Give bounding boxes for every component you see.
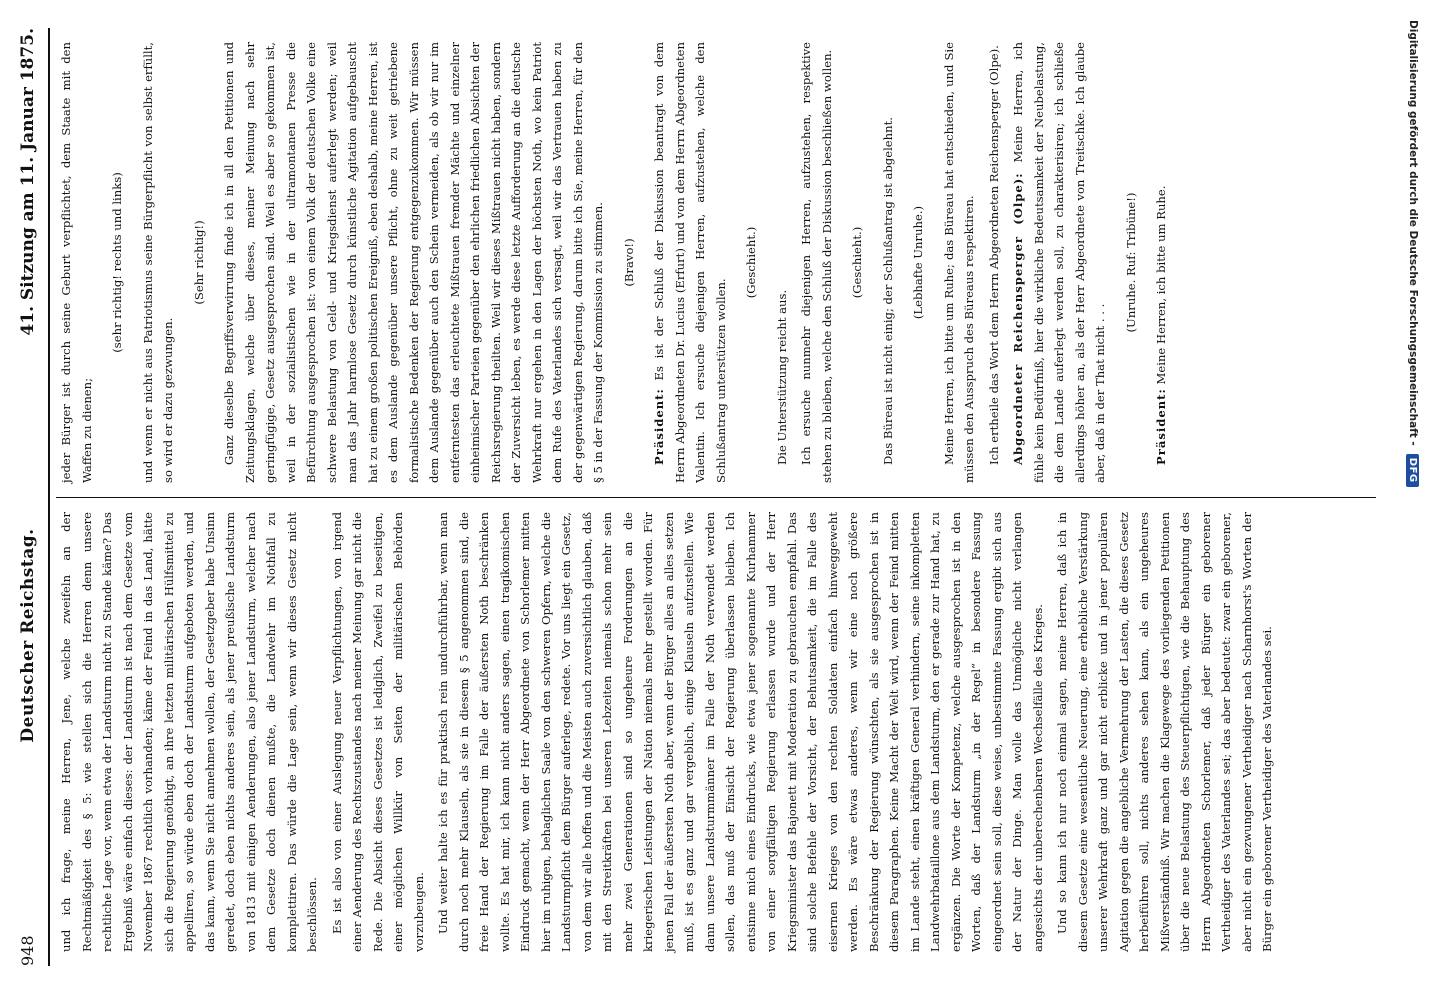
page-header <box>18 28 50 966</box>
credit-text: Digitalisierung gefördert durch die Deutsche Forschungsgemeinschaft - <box>1407 20 1419 446</box>
digitization-credit-strip <box>1396 0 1430 1000</box>
paragraph: Die Unterstützung reicht aus. <box>774 289 789 465</box>
paragraph: Es ist also von einer Auslegung neuer Verpflichtungen, von irgend einer Aenderung des Rechtszustandes nach meiner Meinung gar nicht die Rede. Die Absicht dieses Gesetzes ist lediglich, Zweifel zu beseitigen, einer möglichen Willkür von Seiten der militärischen Behörden vorzubeugen. <box>329 512 426 952</box>
interjection: (Bravo!) <box>621 238 636 287</box>
dfg-logo: DFG <box>1407 454 1420 487</box>
interjection: (Geschieht.) <box>744 226 758 299</box>
text-columns <box>56 28 1376 966</box>
paragraph <box>1008 42 1111 483</box>
paragraph: und wenn er nicht aus Patriotismus seine Bürgerpflicht von selbst erfüllt, so wird er dazu gezwungen. <box>140 42 175 483</box>
speaker-reichensperger: Abgeordneter Reichensperger (Olpe): <box>1011 172 1025 465</box>
paragraph: Und weiter halte ich es für praktisch rein undurchführbar, wenn man durch noch mehr Klauseln, als sie in diesem § 5 angenommen sind, die freie Hand der Regierung im Falle der äußersten Noth beschränken wollte. Es hat mir, ich kann nicht anders sagen, einen tragikomischen Eindruck gemacht, wenn der Herr Abgeordnete von Schorlemer mitten hier im ruhigen, behaglichen Saale von den schweren Opfern, welche die Landsturmpflicht dem Bürger auferlege, redete. Vor uns liegt ein Gesetz, von dem wir alle hoffen und die Meisten auch zuversichtlich glauben, daß mit den Streitkräften bei unseren Lebzeiten niemals schon mehr sein mehr zwei Generationen sind so ungeheure Forderungen an die kriegerischen Leistungen der Nation niemals mehr gestellt worden. Für jenen Fall der äußersten Noth aber, wenn der Bürger alles an alles setzen muß, ist es ganz und gar vergeblich, einige Klauseln aufzustellen. Wie dann unsere Landsturmmänner im Falle der Noth verwendet werden sollen, das muß der Einsicht der Regierung überlassen bleiben. Ich entsinne mich eines Eindrucks, wie etwa jener sogenannte Kurhammer von einer sorgfältigen Regierung erlassen wurde und der Herr Kriegsminister das Bajonett mit Moderation zu gebrauchen empfahl. Das sind solche Befehle der Vorsicht, der Behutsamkeit, die im Falle des eisernen Krieges von den rechten Soldaten einfach hinweggeweht werden. Es wäre etwas anderes, wenn wir eine noch größere Beschränkung der Regierung wünschten, als sie ausgesprochen ist in diesem Paragraphen. Keine Macht der Welt wird, wenn der Feind mitten im Lande steht, einen kräftigen General verhindern, seine inkompletten Landwehrbataillone aus dem Landsturm, den er gerade zur Hand hat, zu ergänzen. Die Worte der Kompetenz, welche ausgesprochen ist in den Worten, daß der Landsturm „in der Regel“ in besondere Fassung eingeordnet sein soll, diese weise, unbestimmte Fassung ergibt sich aus der Natur der Dinge. Man wolle das Unmögliche nicht verlangen angesichts der unberechenbaren Wechselfälle des Krieges. <box>436 512 1045 952</box>
speaker-president: Präsident: <box>652 388 666 465</box>
paragraph: jeder Bürger ist durch seine Geburt verpflichtet, dem Staate mit den Waffen zu dienen; <box>59 42 94 483</box>
interjection: (Lebhafte Unruhe.) <box>911 205 925 320</box>
paragraph: Das Büreau ist nicht einig; der Schlußantrag ist abgelehnt. <box>880 117 895 465</box>
page-number: 948 <box>18 935 37 966</box>
paragraph: Ganz dieselbe Begriffsverwirrung finde ich in all den Petitionen und Zeitungsklagen, welche über dieses, meiner Meinung nach sehr geringfügige, Gesetz ausgesprochen sind. Weil es aber so gekommen ist, weil in der sozialistischen wie in der ultramontanen Presse die Befürchtung ausgesprochen ist: von einem Volk der deutschen Volke eine schwere Belastung von Geld- und Kriegsdienst auferlegt werden; weil man das Jahr harmlose Gesetz durch künstliche Agitation aufgebauscht hat zu einem großen politischen Ereigniß, eben deshalb, meine Herren, ist es dem Auslande gegenüber unsere Pflicht, ohne zu weit getriebene formalistische Bedenken der Regierung entgegenzukommen. Wir müssen dem Auslande gegenüber auch den Schein vermeiden, als ob wir nur im entferntesten das erleuchtete Mißtrauen fremder Mächte und einzelner einheimischer Parteien gegenüber den ehrlichen friedlichen Absichten der Reichsregierung theilten. Weil wir dieses Mißtrauen nicht haben, sondern der Zuversicht leben, es werde diese letzte Aufforderung an die deutsche Wehrkraft nur ergehen in den Lagen der höchsten Noth, wo kein Patriot dem Rufe des Vaterlandes sich versagt, weil wir das Vertrauen haben zu der gegenwärtigen Regierung, darum bitte ich Sie, meine Herren, für den § 5 in der Fassung der Kommission zu stimmen. <box>222 42 605 483</box>
paragraph: und ich frage, meine Herren, Jene, welche zweifeln an der Rechtmäßigkeit des § 5: wie stellen sich die Herren denn unsere rechtliche Lage vor, wenn etwa der Landsturm nicht zu Stande käme? Das Ergebniß wäre einfach dieses: der Landsturm ist nach dem Gesetze vom November 1867 rechtlich vorhanden; käme der Feind in das Land, hätte sich die Regierung genöthigt, an ihre letzten militärischen Hülfsmittel zu appelliren, so würde eben doch der Landsturm aufgeboten werden, und das kann, wenn Sie nicht annehmen wollen, der Gesetzgeber habe Unsinn geredet, doch eben nichts anderes sein, als jener preußische Landsturm von 1813 mit einigen Aenderungen, also jener Landsturm, welcher nach dem Gesetze doch dienen mußte, die Landwehr im Nothfall zu komplettiren. Das würde die Lage sein, wenn wir dieses Gesetz nicht beschlössen. <box>59 512 319 952</box>
right-column <box>56 28 1376 497</box>
speech-text: Meine Herren, ich bitte um Ruhe. <box>1154 185 1168 385</box>
paragraph <box>1151 42 1172 483</box>
session-date: 41. Sitzung am 11. Januar 1875. <box>18 28 38 336</box>
publication-title: Deutscher Reichstag. <box>18 528 38 743</box>
speaker-president: Präsident: <box>1154 388 1168 465</box>
interjection: (sehr richtig! rechts und links) <box>110 172 124 353</box>
paragraph: Ich ersuche nunmehr diejenigen Herren, aufzustehen, respektive stehen zu bleiben, welche den Schluß der Diskussion beschließen wollen. <box>799 42 834 483</box>
credit-line <box>1396 20 1430 1000</box>
paragraph: Meine Herren, ich bitte um Ruhe; das Büreau hat entschieden, und Sie müssen den Ausspruch des Büreaus respektiren. <box>941 42 976 483</box>
left-column <box>56 497 1376 966</box>
paragraph: Ich ertheile das Wort dem Herrn Abgeordneten Reichensperger (Olpe). <box>986 45 1001 465</box>
speech-text: Es ist der Schluß der Diskussion beantragt von dem Herrn Abgeordneten Dr. Lucius (Erfurt) und von dem Herrn Abgeordneten Valentin. Ich ersuche diejenigen Herren, aufzustehen, welche den Schlußantrag unterstützen wollen. <box>652 41 728 483</box>
paragraph: Und so kann ich nur noch einmal sagen, meine Herren, daß ich in diesem Gesetze eine wesentliche Neuerung, eine erhebliche Verstärkung unserer Wehrkraft ganz und gar nicht erblicke und in jener populären Agitation gegen die angebliche Vermehrung der Lasten, die dieses Gesetz herbeiführen soll, nichts anderes sehen kann, als ein ungeheures Mißverständniß. Wir machen die Klagewege des vorliegenden Petitionen über die neue Belastung des Steuerpflichtigen, wie die Behauptung des Herrn Abgeordneten Schorlemer, daß jeder Bürger ein geborener Vertheidiger des Vaterlandes sei; das aber bedeutet: zwar ein geborener, aber nicht ein gezwungener Vertheidiger nach Scharnhorst's Worten der Bürger ein geborener Vertheidiger des Vaterlandes sei. <box>1055 512 1274 952</box>
speech-text: Meine Herren, ich fühle kein Bedürfniß, hier die wirkliche Bedeutsamkeit der Neubelastung, die dem Lande auferlegt werden soll, zu charakterisiren; ich schließe allerdings höher an, als der Herr Abgeordnete von Treitschke. Ich glaube aber, daß in der That nicht . . . <box>1011 42 1107 483</box>
interjection: (Sehr richtig!) <box>191 220 206 305</box>
interjection: (Unruhe. Ruf: Tribüne!) <box>1123 192 1138 333</box>
paragraph <box>649 42 731 483</box>
interjection: (Geschieht.) <box>850 226 864 299</box>
